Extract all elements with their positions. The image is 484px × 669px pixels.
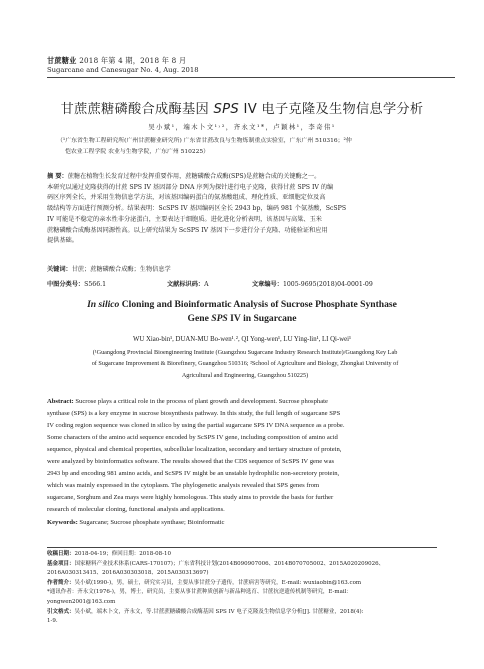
abstract-cn-line: IV 可能是不稳定的亲水性非分泌蛋白，主要表达于细胞质。进化进化分析表明，该基因与高粱、玉米 xyxy=(47,215,322,223)
journal-header-en: Sugarcane and Canesugar No. 4, Aug. 2018 xyxy=(47,66,199,74)
affiliation-en-line: Agricultural and Engineering, Guangzhou 510225) xyxy=(181,371,309,379)
title-en-line2-post: IV in Sugarcane xyxy=(227,313,297,324)
doc-code-value: A xyxy=(204,281,209,288)
abstract-cn-line: 蔗糖磷酸合成酶基因同源性高。以上研究结果为 ScSPS IV 基因下一步进行分子克隆、功能验证和应用 xyxy=(47,226,328,234)
abstract-cn-line: 本研究以通过克隆获得的甘蔗 SPS IV 基因部分 DNA 序列为探针进行电子克隆，获得甘蔗 SPS IV 的编 xyxy=(47,183,334,191)
classification-cn xyxy=(47,279,437,288)
article-no-label: 文章编号： xyxy=(252,281,283,288)
abstract-en-line: Sucrose plays a critical role in the process of plant growth and development. Sucrose phosphate xyxy=(73,398,328,405)
doc-code-label: 文献标识码： xyxy=(167,281,205,288)
fund-line: 2016A030313415、2016A030303018、2015A030313697) xyxy=(47,570,209,577)
abstract-en-line: Some characters of the amino acid sequence encoded by ScSPS IV gene, including composition of amino acid xyxy=(47,434,338,441)
title-cn-part2: IV 电子克隆及生物信息学分析 xyxy=(239,102,424,117)
title-en-line2-pre: Gene xyxy=(187,313,212,324)
title-en-italic: In silico xyxy=(87,299,120,310)
paper-title-cn xyxy=(0,98,484,117)
journal-header-cn xyxy=(47,56,186,66)
author-bio: 吴小斌(1990-)，男，硕士，研究实习员，主要从事甘蔗分子遗传，甘蔗病害等研究，E-mail: wuxiaobin@163.com xyxy=(74,579,362,586)
abstract-cn-line: 蔗糖在植物生长发育过程中发挥重要作用，蔗糖磷酸合成酶(SPS)是蔗糖合成的关键酶之一。 xyxy=(67,173,321,180)
abstract-cn-label: 摘 要： xyxy=(47,173,68,180)
abstract-en xyxy=(47,396,437,516)
journal-issue-cn: 2018 年第 4 期，2018 年 8 月 xyxy=(79,56,187,65)
paper-title-en xyxy=(0,298,484,326)
keywords-en-label: Keywords: xyxy=(47,519,78,526)
abstract-en-line: sugarcane, Sorghum and Zea mays were highly homologous. This study aims to provide the basis for further xyxy=(47,494,334,501)
fund-line: 国家糖料产业技术体系(CARS-170107)；广东省科技计划(2014B090907006、2014B070705002、2015A020209026、 xyxy=(74,560,385,567)
abstract-cn-line: 提供基础。 xyxy=(47,237,78,245)
abstract-cn-line: 码区序列全长，并采用生物信息学方法，对该基因编码蛋白的氨基酸组成、理化性质、亚细胞定位及高 xyxy=(47,194,326,202)
keywords-cn-label: 关键词： xyxy=(47,266,72,273)
abstract-en-line: research of molecular cloning, functional analysis and applications. xyxy=(47,506,225,513)
affiliation-cn-line: （¹广东省生物工程研究所(广州甘蔗糖业研究所) 广东省甘蔗改良与生物炼制重点实验室，广东广州 510316；²仲 xyxy=(57,138,352,144)
received-dates: 2018-04-19；修回日期：2018-08-10 xyxy=(74,551,171,557)
citation-line: 1-9. xyxy=(47,618,58,625)
footnotes xyxy=(47,550,439,627)
citation-label: 引文格式： xyxy=(47,608,75,615)
author-bio-label: 作者简介： xyxy=(47,579,75,586)
clc-label: 中图分类号： xyxy=(47,281,85,288)
citation-line: 吴小斌，端木卜文，齐永文，等.甘蔗蔗糖磷酸合成酶基因 SPS IV 电子克隆及生物信息学分析[J]. 甘蔗糖业，2018(4): xyxy=(74,608,364,615)
title-cn-gene: SPS xyxy=(213,102,240,117)
abstract-en-line: which was mainly expressed in the cytoplasm. The phylogenetic analysis revealed that SPS genes from xyxy=(47,482,320,489)
received-label: 收稿日期： xyxy=(47,551,75,557)
abstract-en-line: IV coding region sequence was cloned in silico by using the partial sugarcane SPS IV DNA sequence as a probe. xyxy=(47,422,345,429)
keywords-cn-text: 甘蔗；蔗糖磷酸合成酶；生物信息学 xyxy=(71,266,171,273)
keywords-en xyxy=(47,519,224,526)
title-en-gene: SPS xyxy=(211,313,228,324)
affiliation-cn-line: 恺农业工程学院 农业与生物学院，广东广州 510225） xyxy=(65,148,210,155)
corresponding-author-line: yongwen2001@163.com xyxy=(47,598,116,605)
fund-label: 基金项目： xyxy=(47,560,75,567)
header-rule xyxy=(47,77,455,78)
footnote-rule xyxy=(47,547,437,548)
title-cn-part1: 甘蔗蔗糖磷酸合成酶基因 xyxy=(60,102,214,117)
clc-value: S566.1 xyxy=(84,281,107,288)
affiliation-cn xyxy=(57,136,437,157)
abstract-en-line: 2943 bp and encoding 981 amino acids, and ScSPS IV might be an unstable hydrophilic non-secretory protein, xyxy=(47,470,340,477)
authors-cn: 吴小斌¹，端木卜文¹˒²，齐永文¹*，卢颖林¹，李奇伟¹ xyxy=(148,123,336,131)
affiliation-en-line: of Sugarcane Improvement & Biorefinery, Guangzhou 510316; ²School of Agriculture and Biology, Zhongkai University of xyxy=(91,360,399,368)
abstract-en-line: were analyzed by bioinformatics software. The results showed that the CDS sequence of ScSPS IV gene was xyxy=(47,458,335,465)
abstract-en-line: sequence, physical and chemical properties, subcellular localization, secondary and tertiary structure of protein, xyxy=(47,446,342,453)
abstract-en-label: Abstract: xyxy=(47,398,74,405)
abstract-cn xyxy=(47,172,437,247)
affiliation-en xyxy=(60,347,430,381)
article-no-value: 1005-9695(2018)04-0001-09 xyxy=(282,281,373,288)
abstract-en-line: synthase (SPS) is a key enzyme in sucrose biosynthesis pathway. In this study, the full length of sugarcane SPS xyxy=(47,410,341,417)
abstract-cn-line: 级结构等方面进行预测分析。结果表明：ScSPS IV 基因编码区全长 2943 bp，编码 981 个氨基酸，ScSPS xyxy=(47,205,347,213)
keywords-en-text: Sugarcane; Sucrose phosphate synthase; Bioinformatic xyxy=(77,519,225,526)
affiliation-en-line: (¹Guangdong Provincial Bioengineering Institute (Guangzhou Sugarcane Industry Research Institute)/Guangdong Key Lab xyxy=(92,349,398,356)
journal-name-cn: 甘蔗糖业 xyxy=(47,56,77,65)
title-en-line1: Cloning and Bioinformatic Analysis of Sucrose Phosphate Synthase xyxy=(119,299,397,310)
keywords-cn xyxy=(47,264,171,273)
corresponding-author-line: *通讯作者：齐永文(1976-)，男，博士，研究员，主要从事甘蔗种质创新与新品种选育、甘蔗抗逆遗传机制等研究，E-mail： xyxy=(47,589,352,596)
authors-en: WU Xiao-bin¹, DUAN-MU Bo-wen¹˒², QI Yong-wen¹, LU Ying-lin¹, LI Qi-wei¹ xyxy=(132,336,352,343)
